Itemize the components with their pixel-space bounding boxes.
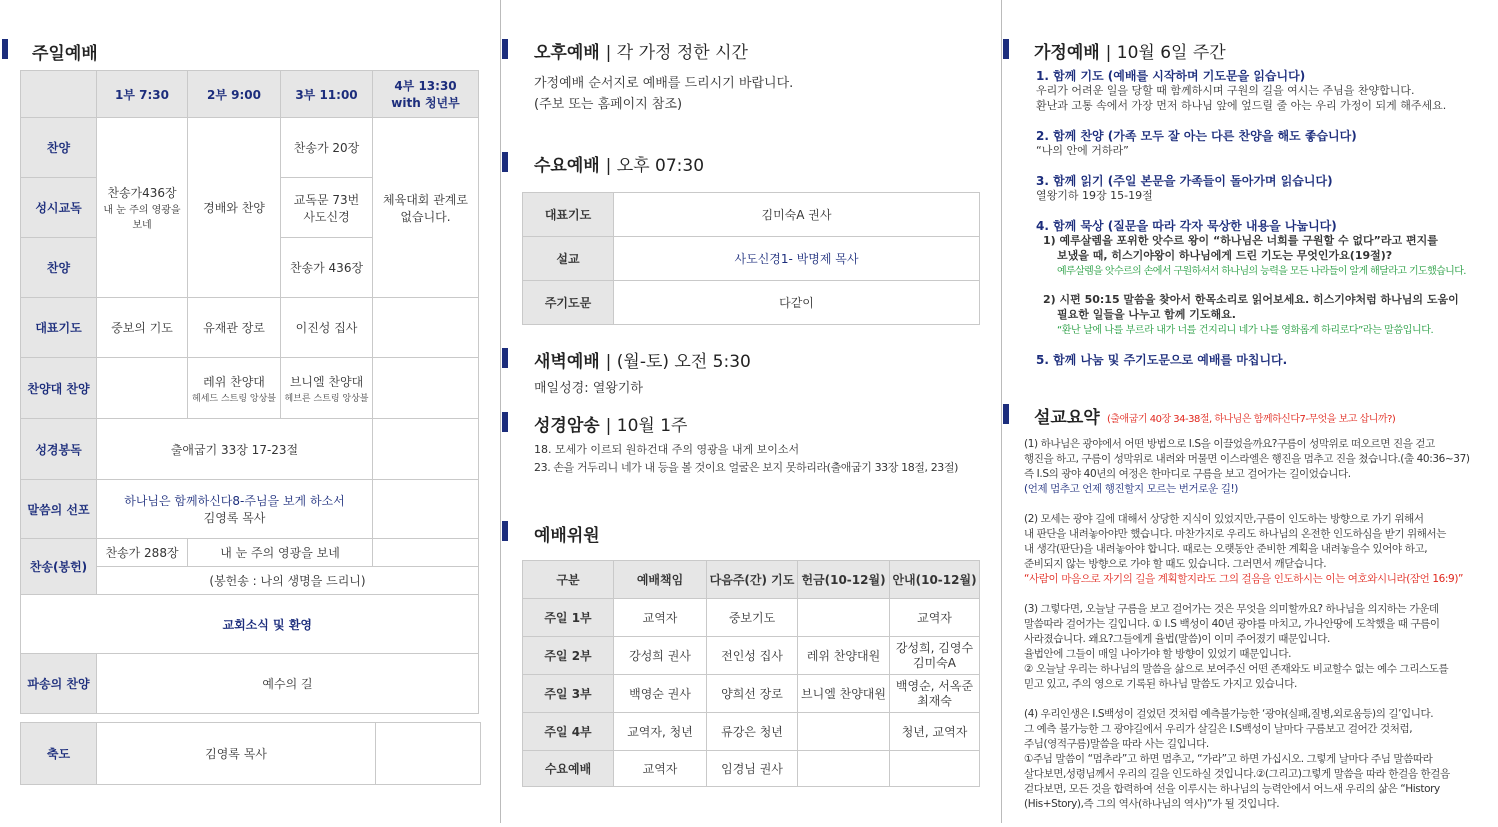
committee-cell: 백영순, 서옥준 최재숙 (890, 675, 980, 713)
column-divider-2 (1001, 0, 1002, 823)
committee-cell: 교역자 (890, 599, 980, 637)
committee-cell: 강성희, 김영수 김미숙A (890, 637, 980, 675)
summary-line: 말씀따라 걸어가는 길입니다. ① I.S 백성이 40년 광야를 마치고, 가나안땅에 도착했을 때 구름이 (1024, 618, 1440, 630)
row-label-sending: 파송의 찬양 (21, 654, 97, 714)
header-service-2: 2부 9:00 (188, 71, 281, 118)
summary-line: (2) 모세는 광야 길에 대해서 상당한 지식이 있었지만,구름이 인도하는 방향으로 가기 위해서 (1024, 513, 1424, 525)
committee-header: 다음주(간) 기도 (707, 561, 798, 599)
committee-row (523, 675, 980, 713)
row-label-scripture: 성경봉독 (21, 419, 97, 480)
section-marker (1003, 404, 1009, 424)
section-marker (502, 412, 508, 432)
summary-paragraph (1024, 437, 1476, 497)
row-label-prayer: 대표기도 (21, 298, 97, 358)
sermon-cell: 하나님은 함께하신다8-주님을 보게 하소서 김영록 목사 (97, 480, 373, 539)
blessing-4 (376, 723, 481, 785)
offering-subtitle: (봉헌송 : 나의 생명을 드리니) (97, 567, 479, 595)
section-marker (502, 521, 508, 541)
summary-line: (His+Story),즉 그의 역사(하나님의 역사)”가 될 것입니다. (1024, 798, 1280, 810)
committee-cell: 임경님 권사 (707, 751, 798, 787)
service1-hymn-cell: 찬송가436장 내 눈 주의 영광을 보네 (97, 118, 188, 298)
summary-line: 준비되지 않는 방향으로 가야 할 때도 있습니다. 그러면서 깨닫습니다. (1024, 558, 1327, 570)
sending-text: 예수의 길 (97, 654, 479, 714)
header-service-3: 3부 11:00 (281, 71, 373, 118)
family-a2: “환난 날에 나를 부르라 내가 너를 건지리니 네가 나를 영화롭게 하리로다”라는 말씀입니다. (1057, 325, 1434, 336)
dawn-line: 매일성경: 열왕기하 (534, 381, 643, 396)
prayer-2: 유재관 장로 (188, 298, 281, 358)
committee-cell (798, 599, 890, 637)
family-a1: 예루살렘을 앗수르의 손에서 구원하셔서 하나님의 능력을 모든 나라들이 알게 해달라고 기도했습니다. (1057, 266, 1466, 277)
summary-line: 내 판단을 내려놓아야만 했습니다. 마찬가지로 우리도 하나님의 온전한 인도하심을 받기 위해서는 (1024, 528, 1447, 540)
family-step-1: 1. 함께 기도 (예배를 시작하며 기도문을 읽습니다) (1036, 69, 1306, 83)
row-label-offering: 찬송(봉헌) (21, 539, 97, 595)
summary-title: 설교요약 (1034, 408, 1100, 428)
summary-line: (4) 우리인생은 I.S백성이 걸었던 것처럼 예측불가능한 ‘광야(실패,질병,외로움등)의 길’입니다. (1024, 708, 1434, 720)
summary-paragraph (1024, 512, 1476, 587)
family-q1: 1) 예루살렘을 포위한 앗수르 왕이 “하나님은 너희를 구원할 수 없다”라고 편지를 (1043, 234, 1438, 247)
service2-praise-cell: 경배와 찬양 (188, 118, 281, 298)
news-text: 교회소식 및 환영 (97, 595, 479, 654)
afternoon-line-1: 가정예배 순서지로 예배를 드리시기 바랍니다. (534, 76, 794, 91)
committee-table (522, 560, 980, 787)
committee-cell: 전인성 집사 (707, 637, 798, 675)
summary-line: (언제 멈추고 언제 행진할지 모르는 번거로운 길!) (1024, 483, 1238, 495)
committee-row (523, 751, 980, 787)
committee-row (523, 713, 980, 751)
row-label-reading: 성시교독 (21, 178, 97, 238)
committee-row (523, 599, 980, 637)
wed-value-prayer: 김미숙A 권사 (614, 193, 980, 237)
service3-reading-cell: 교독문 73번 사도신경 (281, 178, 373, 238)
choir-1 (97, 358, 188, 419)
committee-cell: 브니엘 찬양대원 (798, 675, 890, 713)
wed-label-lordsprayer: 주기도문 (523, 281, 614, 325)
wednesday-table (522, 192, 980, 325)
family-step-3-text: 열왕기하 19장 15-19절 (1036, 189, 1153, 202)
dawn-title: 새벽예배 | (월-토) 오전 5:30 (534, 352, 751, 372)
family-step-4: 4. 함께 묵상 (질문을 따라 각자 묵상한 내용을 나눕니다) (1036, 219, 1337, 233)
row-label-sermon: 말씀의 선포 (21, 480, 97, 539)
committee-row-label: 주일 1부 (523, 599, 614, 637)
family-step-2-text: “나의 안에 거하라” (1036, 144, 1129, 157)
committee-row (523, 637, 980, 675)
row-label-hymn: 찬양 (21, 118, 97, 178)
summary-subtitle: (출애굽기 40장 34-38절, 하나님은 함께하신다7-무엇을 보고 삽니까?) (1107, 414, 1396, 425)
wed-value-lordsprayer: 다같이 (614, 281, 980, 325)
summary-line: 걷다보면, 모든 것을 합력하여 선을 이루시는 하나님의 능력안에서 어느새 우리의 삶은 “History (1024, 783, 1440, 795)
wed-value-sermon: 사도신경1- 박명제 목사 (614, 237, 980, 281)
committee-cell: 중보기도 (707, 599, 798, 637)
summary-line: 주님(영적구름)말씀을 따라 사는 길입니다. (1024, 738, 1209, 750)
summary-line: 행진을 하고, 구름이 성막위로 내려와 머물면 이스라엘은 행진을 멈추고 진을 쳤습니다.(출 40:36~37) (1024, 453, 1470, 465)
news-label-cell (21, 595, 97, 654)
family-q2: 2) 시편 50:15 말씀을 찾아서 한목소리로 읽어보세요. 히스기야처럼 하나님의 도움이 (1043, 293, 1459, 306)
summary-line: 내 생각(판단)을 내려놓아야 합니다. 때로는 오랫동안 준비한 계획을 내려놓을수 있어야 하고, (1024, 543, 1428, 555)
blessing-table (20, 722, 481, 785)
summary-line: ② 오늘날 우리는 하나님의 말씀을 삶으로 보여주신 어떤 존재와도 비교할수 없는 예수 그리스도를 (1024, 663, 1449, 675)
column-divider-1 (500, 0, 501, 823)
summary-line: (3) 그렇다면, 오늘날 구름을 보고 걸어가는 것은 무엇을 의미할까요? 하나님을 의지하는 가운데 (1024, 603, 1439, 615)
summary-line: 그 예측 불가능한 그 광야길에서 우리가 살길은 I.S백성이 날마다 구름보고 걸어간 것처럼, (1024, 723, 1413, 735)
summary-line: (1) 하나님은 광야에서 어떤 방법으로 I.S을 이끌었을까요?구름이 성막위로 떠오르면 진을 걷고 (1024, 438, 1435, 450)
committee-title: 예배위원 (534, 526, 600, 546)
summary-line: 살다보면,성령님께서 우리의 길을 인도하실 것입니다.②(그리고)그렇게 말씀을 따라 한걸음 한걸음 (1024, 768, 1450, 780)
committee-header: 예배책임 (614, 561, 707, 599)
wed-label-prayer: 대표기도 (523, 193, 614, 237)
offering-4 (373, 539, 479, 567)
section-marker (2, 39, 8, 59)
scripture-4 (373, 419, 479, 480)
header-service-1: 1부 7:30 (97, 71, 188, 118)
sunday-order-table (20, 70, 479, 714)
committee-header: 구분 (523, 561, 614, 599)
wednesday-title: 수요예배 | 오후 07:30 (534, 156, 705, 176)
committee-cell (798, 713, 890, 751)
header-service-4: 4부 13:30 with 청년부 (373, 71, 479, 118)
summary-line: ①주님 말씀이 “멈추라”고 하면 멈추고, “가라”고 하면 가십시오. 그렇게 날마다 주님 말씀따라 (1024, 753, 1433, 765)
committee-row-label: 주일 3부 (523, 675, 614, 713)
service3-hymn2-cell: 찬송가 436장 (281, 238, 373, 298)
committee-cell: 교역자, 청년 (614, 713, 707, 751)
family-q1: 보냈을 때, 히스기야왕이 하나님에게 드린 기도는 무엇인가요(19절)? (1057, 249, 1393, 262)
family-title: 가정예배 | 10월 6일 주간 (1034, 43, 1226, 63)
committee-cell: 교역자 (614, 751, 707, 787)
service4-note-cell: 체육대회 관계로 없습니다. (373, 118, 479, 298)
family-step-3: 3. 함께 읽기 (주일 본문을 가족들이 돌아가며 읽습니다) (1036, 174, 1333, 188)
committee-header: 안내(10-12월) (890, 561, 980, 599)
family-step-5: 5. 함께 나눔 및 주기도문으로 예배를 마칩니다. (1036, 353, 1288, 367)
summary-body (1024, 437, 1476, 827)
committee-cell (798, 751, 890, 787)
summary-paragraph (1024, 602, 1476, 692)
memory-line-1: 18. 모세가 이르되 원하건대 주의 영광을 내게 보이소서 (534, 443, 800, 456)
row-label-blessing: 축도 (21, 723, 97, 785)
committee-cell: 강성희 권사 (614, 637, 707, 675)
section-marker (502, 348, 508, 368)
summary-line: 율법안에 그들이 매일 나아가야 할 방향이 있었기 때문입니다. (1024, 648, 1292, 660)
afternoon-title: 오후예배 | 각 가정 정한 시간 (534, 43, 748, 63)
committee-cell: 레위 찬양대원 (798, 637, 890, 675)
prayer-1: 중보의 기도 (97, 298, 188, 358)
section-marker (502, 39, 508, 59)
summary-paragraph (1024, 707, 1476, 812)
row-label-hymn2: 찬양 (21, 238, 97, 298)
section-marker (502, 152, 508, 172)
offering-hymn: 찬송가 288장 (97, 539, 188, 567)
row-label-choir: 찬양대 찬양 (21, 358, 97, 419)
committee-row-label: 주일 2부 (523, 637, 614, 675)
sunday-title: 주일예배 (32, 44, 98, 64)
family-q2: 필요한 일들을 나누고 함께 기도해요. (1057, 308, 1236, 321)
table-corner (21, 71, 97, 118)
family-step-2: 2. 함께 찬양 (가족 모두 잘 아는 다른 찬양을 해도 좋습니다) (1036, 129, 1357, 143)
committee-cell: 교역자 (614, 599, 707, 637)
prayer-4 (373, 298, 479, 358)
family-step-1-text: 우리가 어려운 일을 당할 때 함께하시며 구원의 길을 여시는 주님을 찬양합니다. (1036, 84, 1415, 97)
committee-cell: 백영순 권사 (614, 675, 707, 713)
section-marker (1003, 39, 1009, 59)
service3-hymn1-cell: 찬송가 20장 (281, 118, 373, 178)
choir-3: 브니엘 찬양대 헤브른 스트링 앙상블 (281, 358, 373, 419)
committee-cell (890, 751, 980, 787)
memory-line-2: 23. 손을 거두리니 네가 내 등을 볼 것이요 얼굴은 보지 못하리라(출애굽기 33장 18절, 23절) (534, 461, 959, 474)
committee-header-row (523, 561, 980, 599)
prayer-3: 이진성 집사 (281, 298, 373, 358)
sermon-4 (373, 480, 479, 539)
wed-label-sermon: 설교 (523, 237, 614, 281)
committee-header: 헌금(10-12월) (798, 561, 890, 599)
offering-song: 내 눈 주의 영광을 보네 (188, 539, 373, 567)
summary-line: 사라졌습니다. 왜요?그들에게 율법(말씀)이 이미 주어졌기 때문입니다. (1024, 633, 1330, 645)
committee-cell: 청년, 교역자 (890, 713, 980, 751)
choir-2: 레위 찬양대 헤세드 스트링 앙상블 (188, 358, 281, 419)
committee-row-label: 주일 4부 (523, 713, 614, 751)
committee-cell: 류강은 청년 (707, 713, 798, 751)
committee-cell: 양희선 장로 (707, 675, 798, 713)
choir-4 (373, 358, 479, 419)
committee-row-label: 수요예배 (523, 751, 614, 787)
afternoon-line-2: (주보 또는 홈페이지 참조) (534, 97, 683, 112)
summary-line: 즉 I.S의 광야 40년의 여정은 한마디로 구름을 보고 걸어가는 길이었습니다. (1024, 468, 1351, 480)
family-step-1-text: 환난과 고통 속에서 가장 먼저 하나님 앞에 엎드릴 줄 아는 우리 가정이 되게 해주세요. (1036, 99, 1447, 112)
summary-line: 믿고 있고, 주의 영으로 기록된 하나님 말씀도 가지고 있습니다. (1024, 678, 1297, 690)
memory-title: 성경암송 | 10월 1주 (534, 416, 688, 436)
summary-line: “사람이 마음으로 자기의 길을 계획할지라도 그의 걸음을 인도하시는 이는 여호와시니라(잠언 16:9)” (1024, 573, 1464, 585)
blessing-text: 김영록 목사 (97, 723, 376, 785)
scripture-text: 출애굽기 33장 17-23절 (97, 419, 373, 480)
